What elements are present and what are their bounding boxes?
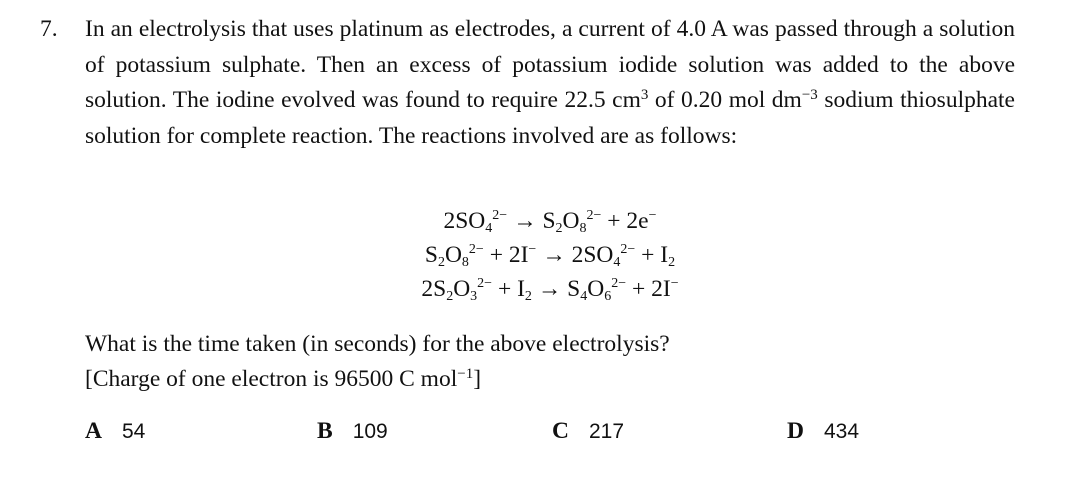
reaction-equations bbox=[380, 204, 720, 306]
option-letter: B bbox=[317, 418, 333, 444]
equation-line-1 bbox=[380, 204, 720, 238]
prompt-line-2-end: ] bbox=[473, 366, 482, 392]
equation-text: O bbox=[562, 208, 580, 234]
charge-exponent: −1 bbox=[457, 366, 474, 382]
option-value: 109 bbox=[352, 420, 388, 443]
equation-subscript: 2 bbox=[446, 289, 454, 304]
option-letter: A bbox=[85, 418, 102, 444]
equation-text: O bbox=[444, 242, 462, 268]
equation-subscript: 2 bbox=[668, 255, 676, 270]
equation-subscript: 4 bbox=[580, 289, 588, 304]
question-text-part-1: In an electrolysis that uses platinum as electrodes, a current of 4.0 A was passed through a solution of potassium sulphate. Then an excess of potassium iodide solution was added to the above solution. The iodine evolved was found to require 22.5 cm bbox=[85, 16, 1015, 113]
equation-subscript: 4 bbox=[485, 221, 493, 236]
question-text-part-3: sodium thiosulphate solution for complete reaction. The reactions involved are as follows: bbox=[85, 87, 1015, 149]
prompt-line-2 bbox=[85, 362, 670, 397]
option-b[interactable] bbox=[317, 418, 388, 445]
equation-subscript: 2 bbox=[437, 255, 445, 270]
equation-text: → 2SO bbox=[536, 242, 614, 268]
option-c[interactable] bbox=[552, 418, 624, 445]
equation-text: O bbox=[587, 276, 605, 302]
question-text bbox=[85, 12, 1015, 154]
equation-superscript: 2− bbox=[611, 276, 627, 291]
option-letter: C bbox=[552, 418, 569, 444]
equation-text: O bbox=[453, 276, 471, 302]
equation-superscript: − bbox=[670, 276, 679, 291]
option-value: 54 bbox=[121, 420, 146, 443]
option-value: 434 bbox=[823, 420, 860, 443]
equation-subscript: 2 bbox=[555, 221, 563, 236]
option-a[interactable] bbox=[85, 418, 145, 445]
equation-subscript: 6 bbox=[604, 289, 612, 304]
equation-text: + 2I bbox=[626, 276, 671, 302]
equation-superscript: 2− bbox=[620, 242, 636, 257]
dm-exponent: −3 bbox=[801, 87, 818, 103]
equation-text: 2S bbox=[421, 276, 447, 302]
equation-text: + I bbox=[492, 276, 525, 302]
equation-text: → S bbox=[507, 208, 556, 234]
equation-superscript: 2− bbox=[477, 276, 493, 291]
equation-text: S bbox=[424, 242, 438, 268]
question-prompt bbox=[85, 327, 670, 397]
option-d[interactable] bbox=[787, 418, 859, 445]
equation-text: → S bbox=[531, 276, 581, 302]
option-letter: D bbox=[787, 418, 804, 444]
equation-superscript: 2− bbox=[468, 242, 484, 257]
question-number: 7. bbox=[40, 16, 58, 42]
prompt-line-1: What is the time taken (in seconds) for the above electrolysis? bbox=[85, 331, 670, 357]
answer-options bbox=[0, 418, 1080, 450]
equation-text: + I bbox=[635, 242, 669, 268]
equation-text: + 2I bbox=[483, 242, 529, 268]
equation-subscript: 3 bbox=[470, 289, 478, 304]
equation-subscript: 4 bbox=[613, 255, 621, 270]
equation-subscript: 2 bbox=[524, 289, 532, 304]
equation-superscript: 2− bbox=[586, 208, 602, 223]
equation-superscript: 2− bbox=[492, 208, 508, 223]
equation-subscript: 8 bbox=[461, 255, 469, 270]
prompt-line-2-text: [Charge of one electron is 96500 C mol bbox=[85, 366, 458, 392]
equation-text: + 2e bbox=[601, 208, 649, 234]
equation-superscript: − bbox=[528, 242, 537, 257]
cm-exponent: 3 bbox=[640, 87, 649, 103]
question-text-part-2: of 0.20 mol dm bbox=[648, 87, 802, 113]
equation-line-2 bbox=[380, 238, 720, 272]
equation-line-3 bbox=[380, 272, 720, 306]
option-value: 217 bbox=[588, 420, 625, 443]
equation-text: 2SO bbox=[443, 208, 486, 234]
equation-superscript: − bbox=[648, 208, 657, 223]
equation-subscript: 8 bbox=[579, 221, 587, 236]
